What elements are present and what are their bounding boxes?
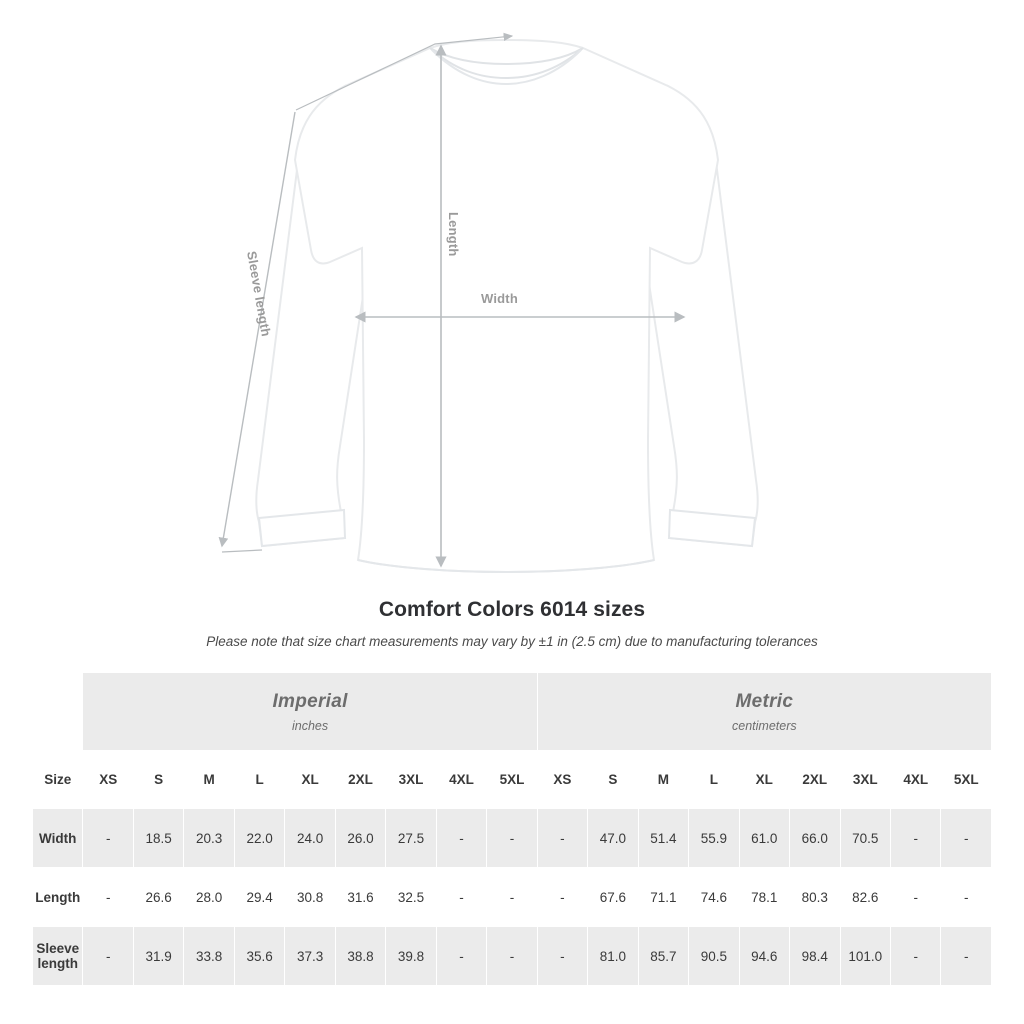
- table-row: [33, 809, 992, 868]
- size-header-cell: 5XL: [487, 751, 537, 809]
- measurement-cell-metric: -: [537, 927, 587, 986]
- measurement-cell-metric: 81.0: [588, 927, 638, 986]
- width-label: Width: [481, 291, 518, 306]
- measurement-cell-imperial: 27.5: [386, 809, 436, 868]
- measurement-cell-metric: 61.0: [739, 809, 789, 868]
- measurement-cell-imperial: -: [487, 868, 537, 927]
- measurement-cell-metric: 71.1: [638, 868, 688, 927]
- measurement-cell-imperial: 39.8: [386, 927, 436, 986]
- length-label: Length: [446, 212, 461, 257]
- measurement-cell-metric: 85.7: [638, 927, 688, 986]
- size-table-body: [33, 751, 992, 986]
- size-table-wrap: [32, 672, 992, 986]
- shirt-shape: [256, 40, 758, 572]
- measurement-cell-metric: -: [890, 868, 940, 927]
- size-header-cell: 3XL: [840, 751, 890, 809]
- measurement-cell-imperial: -: [83, 868, 133, 927]
- measurement-label: Width: [33, 809, 83, 868]
- size-header-cell: M: [638, 751, 688, 809]
- measurement-cell-metric: 82.6: [840, 868, 890, 927]
- measurement-cell-metric: 55.9: [689, 809, 739, 868]
- sleeve-length-label: Sleeve length: [244, 249, 274, 338]
- measurement-cell-metric: 94.6: [739, 927, 789, 986]
- unit-sub-metric: centimeters: [732, 718, 797, 733]
- measurement-cell-imperial: 29.4: [234, 868, 284, 927]
- measurement-cell-imperial: 31.6: [335, 868, 385, 927]
- measurement-cell-metric: -: [941, 927, 992, 986]
- measurement-cell-imperial: 26.0: [335, 809, 385, 868]
- unit-group-metric: [537, 673, 991, 751]
- measurement-cell-metric: 66.0: [790, 809, 840, 868]
- page-title: Comfort Colors 6014 sizes: [378, 598, 646, 621]
- table-row: [33, 927, 992, 986]
- measurement-cell-imperial: 26.6: [133, 868, 183, 927]
- measurement-cell-imperial: -: [487, 809, 537, 868]
- measurement-cell-metric: 47.0: [588, 809, 638, 868]
- size-header-cell: 4XL: [436, 751, 486, 809]
- measurement-cell-imperial: -: [83, 809, 133, 868]
- size-header-cell: S: [588, 751, 638, 809]
- measurement-cell-metric: 51.4: [638, 809, 688, 868]
- tolerance-note: Please note that size chart measurements may vary by ±1 in (2.5 cm) due to manufacturing tolerances: [206, 634, 818, 649]
- measurement-cell-metric: 67.6: [588, 868, 638, 927]
- unit-name-imperial: Imperial: [272, 690, 348, 712]
- measurement-cell-metric: 78.1: [739, 868, 789, 927]
- unit-sub-imperial: inches: [292, 718, 329, 733]
- size-header-cell: L: [689, 751, 739, 809]
- size-header-cell: S: [133, 751, 183, 809]
- measurement-cell-imperial: 22.0: [234, 809, 284, 868]
- unit-group-imperial: [83, 673, 537, 751]
- unit-name-metric: Metric: [735, 690, 794, 712]
- size-header-cell: 2XL: [335, 751, 385, 809]
- measurement-label: Sleeve length: [33, 927, 83, 986]
- unit-header-row: [33, 673, 992, 751]
- measurement-cell-metric: 98.4: [790, 927, 840, 986]
- measurement-cell-metric: 101.0: [840, 927, 890, 986]
- measurement-cell-imperial: 18.5: [133, 809, 183, 868]
- measurement-cell-metric: 90.5: [689, 927, 739, 986]
- size-header-cell: 2XL: [790, 751, 840, 809]
- measurement-cell-imperial: 35.6: [234, 927, 284, 986]
- measurement-cell-metric: 74.6: [689, 868, 739, 927]
- measurement-cell-metric: 70.5: [840, 809, 890, 868]
- size-header-cell: M: [184, 751, 234, 809]
- size-header-cell: XS: [537, 751, 587, 809]
- measurement-cell-imperial: -: [487, 927, 537, 986]
- title-block: [0, 598, 1024, 649]
- measurement-cell-metric: -: [537, 809, 587, 868]
- measurement-cell-imperial: 30.8: [285, 868, 335, 927]
- size-header-cell: 5XL: [941, 751, 992, 809]
- measurement-cell-imperial: 32.5: [386, 868, 436, 927]
- measurement-cell-imperial: 20.3: [184, 809, 234, 868]
- measurement-cell-metric: -: [890, 809, 940, 868]
- measurement-cell-imperial: -: [436, 868, 486, 927]
- size-header-cell: L: [234, 751, 284, 809]
- measurement-cell-metric: -: [537, 868, 587, 927]
- size-header-cell: XS: [83, 751, 133, 809]
- measurement-cell-metric: -: [890, 927, 940, 986]
- size-header-cell: 3XL: [386, 751, 436, 809]
- measurement-cell-imperial: 31.9: [133, 927, 183, 986]
- measurement-cell-metric: -: [941, 868, 992, 927]
- size-header-label: Size: [33, 751, 83, 809]
- measurement-cell-imperial: -: [436, 927, 486, 986]
- size-header-row: [33, 751, 992, 809]
- size-header-cell: XL: [285, 751, 335, 809]
- measurement-cell-imperial: 37.3: [285, 927, 335, 986]
- size-header-cell: XL: [739, 751, 789, 809]
- table-row: [33, 868, 992, 927]
- measurement-cell-imperial: 28.0: [184, 868, 234, 927]
- size-table: [32, 672, 992, 986]
- measurement-cell-imperial: 24.0: [285, 809, 335, 868]
- measurement-cell-imperial: -: [436, 809, 486, 868]
- size-header-cell: 4XL: [890, 751, 940, 809]
- measurement-label: Length: [33, 868, 83, 927]
- corner-cell: [33, 673, 83, 751]
- measurement-cell-metric: -: [941, 809, 992, 868]
- measurement-cell-metric: 80.3: [790, 868, 840, 927]
- measurement-cell-imperial: 33.8: [184, 927, 234, 986]
- measurement-cell-imperial: 38.8: [335, 927, 385, 986]
- measurement-cell-imperial: -: [83, 927, 133, 986]
